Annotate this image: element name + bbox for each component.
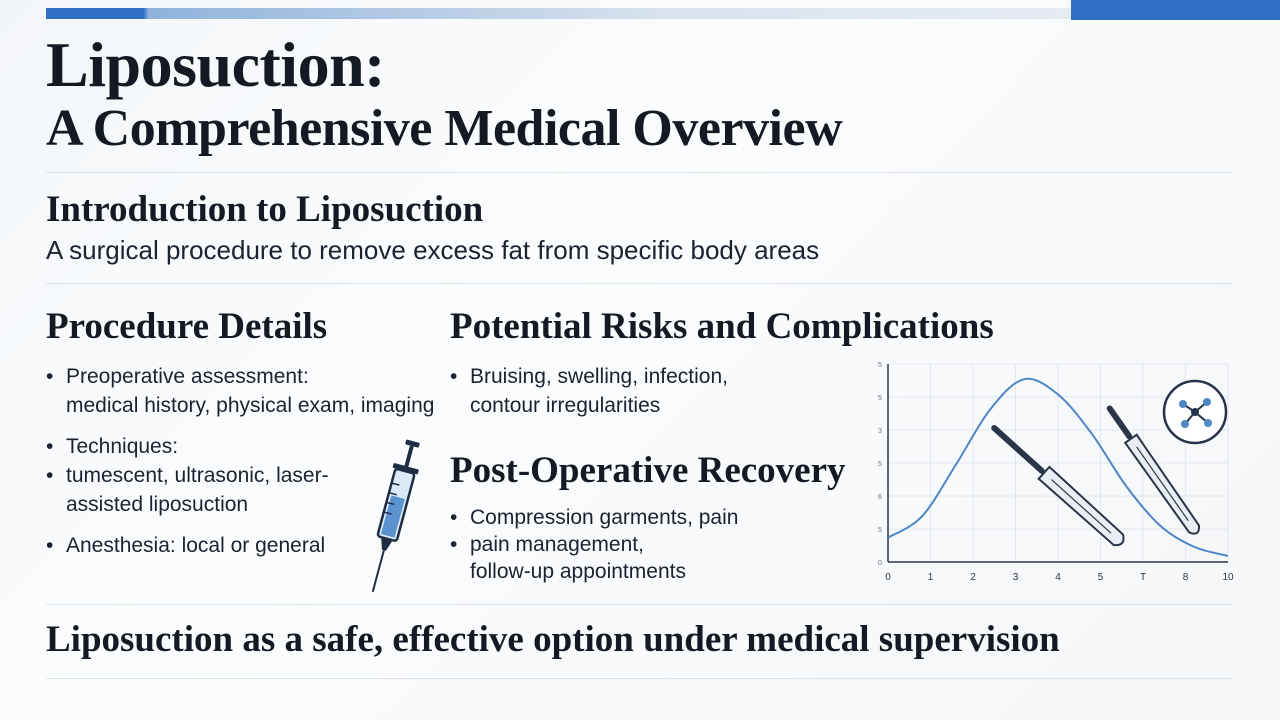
- bullet-line: pain management,: [470, 533, 644, 556]
- scalpel-icon: [987, 420, 1128, 549]
- risks-heading: Potential Risks and Complications: [450, 306, 994, 347]
- bullet-line: Bruising, swelling, infection,: [470, 365, 728, 388]
- x-tick-label: T: [1139, 572, 1147, 583]
- y-tick-label: 5: [878, 461, 882, 468]
- slide-title: [46, 29, 843, 160]
- top-accent-block: [1071, 0, 1280, 20]
- bullet-line: tumescent, ultrasonic, laser-: [66, 464, 329, 487]
- x-tick-label: 1: [927, 572, 934, 583]
- divider: [46, 283, 1232, 284]
- bullet-line: Techniques:: [66, 435, 179, 458]
- y-tick-label: 3: [878, 428, 882, 435]
- bullet-line: Preoperative assessment:: [66, 365, 309, 388]
- title-line-2: A Comprehensive Medical Overview: [46, 100, 843, 157]
- y-tick-label: 0: [878, 560, 882, 567]
- y-tick-label: 5: [878, 362, 882, 369]
- y-tick-label: 5: [878, 395, 882, 402]
- bullet-line: Compression garments, pain: [470, 506, 739, 529]
- bullet-line: medical history, physical exam, imaging: [66, 394, 435, 417]
- bullet-line: assisted liposuction: [66, 493, 249, 516]
- x-tick-label: 8: [1182, 572, 1189, 583]
- list-item: [450, 531, 850, 585]
- y-tick-labels: [878, 362, 882, 567]
- intro-text: A surgical procedure to remove excess fat from specific body areas: [46, 235, 820, 265]
- x-tick-label: 10: [1222, 572, 1234, 583]
- divider: [46, 678, 1232, 679]
- list-item: [450, 504, 850, 531]
- syringe-icon: [356, 436, 426, 596]
- bullet-line: follow-up appointments: [470, 560, 686, 583]
- line-chart: [872, 356, 1234, 588]
- risks-bullets: [450, 362, 850, 420]
- divider: [46, 172, 1232, 173]
- list-item: [46, 362, 446, 420]
- bullet-line: Anesthesia: local or general: [66, 534, 326, 557]
- y-tick-label: 6: [878, 494, 882, 501]
- x-tick-label: 3: [1012, 572, 1019, 583]
- x-tick-labels: [885, 572, 1234, 583]
- x-tick-label: 4: [1055, 572, 1061, 583]
- x-tick-label: 5: [1097, 572, 1104, 583]
- recovery-heading: Post-Operative Recovery: [450, 450, 846, 491]
- recovery-bullets: [450, 504, 850, 585]
- procedure-heading: Procedure Details: [46, 306, 328, 347]
- x-tick-label: 0: [885, 572, 891, 583]
- top-accent-bar: [46, 8, 1071, 19]
- intro-heading: Introduction to Liposuction: [46, 189, 484, 230]
- molecule-icon: [1164, 381, 1226, 443]
- x-tick-label: 2: [970, 572, 976, 583]
- closing-statement: Liposuction as a safe, effective option under medical supervision: [46, 619, 1060, 660]
- divider: [46, 604, 1232, 605]
- y-tick-label: 5: [878, 527, 882, 534]
- list-item: [450, 362, 850, 420]
- bullet-line: contour irregularities: [470, 394, 661, 417]
- title-line-1: Liposuction:: [46, 29, 385, 100]
